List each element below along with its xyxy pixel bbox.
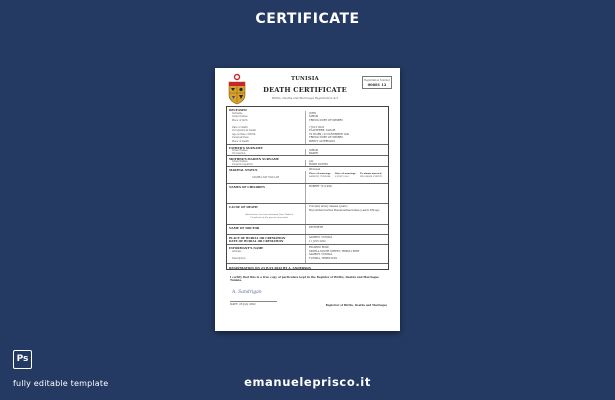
marriage-column-value: 8 JULY 1960	[335, 175, 349, 179]
field-label: Address	[232, 249, 242, 253]
tunisia-coat-of-arms-icon	[225, 73, 249, 105]
banner-title: CERTIFICATE	[255, 11, 360, 27]
field-label: Surname	[232, 111, 243, 115]
section-marital-status	[227, 166, 388, 183]
doctor-value: DR EMETH	[309, 226, 324, 229]
section-father	[227, 144, 388, 155]
field-label: Place of Death	[232, 139, 249, 143]
section-heading: NAME OF DOCTOR	[229, 225, 260, 230]
cause-value: Coronary artery disease (years)	[309, 205, 348, 208]
field-label: Usual Occupation	[232, 163, 253, 167]
section-heading: MARITAL STATUS	[229, 167, 258, 172]
section-heading: INFORMANT'S NAME	[229, 245, 264, 250]
informant-value: RICARDO ROSE	[309, 246, 329, 249]
field-value: 79 YEARS / 23 NOVEMBER 1941	[309, 132, 350, 136]
section-heading: DECEASED	[229, 107, 247, 112]
burial-place-value: SAMEDY, TUNISIA	[309, 236, 333, 239]
signature: A. Sandrigan	[232, 290, 262, 295]
field-label: Age at Date of Birth	[232, 132, 256, 136]
field-value: MERCY ALTERNANS	[309, 139, 335, 143]
field-label: Description	[232, 256, 246, 260]
registration-box	[362, 76, 392, 89]
section-death-details	[227, 124, 388, 144]
field-value: 7 JULY 2022	[309, 125, 325, 129]
section-heading: PLACE OF BURIAL OR CREMATION	[229, 235, 286, 240]
field-label: Given Names	[232, 115, 248, 119]
registration-label: Registration Number	[364, 78, 390, 82]
section-cause-of-death	[227, 203, 388, 224]
section-deceased	[227, 107, 388, 124]
section-heading: MOTHER'S MAIDEN SURNAME	[229, 156, 279, 161]
spouse-name: SAMIRA DAY MULLAH	[252, 176, 280, 179]
section-informant	[227, 244, 388, 263]
field-label: Usual address	[232, 136, 249, 140]
section-mother	[227, 155, 388, 166]
marriage-column-header: Date of marriage	[335, 171, 356, 175]
field-value: PLASTERER, TAILOR	[309, 129, 336, 133]
issue-date: DATE: 23 July 2022	[230, 303, 256, 306]
marital-status-value: Widowed	[309, 167, 321, 171]
section-heading: FATHER'S SURNAME	[229, 145, 263, 150]
section-registration	[227, 263, 388, 271]
marriage-column-header: Place of marriage	[309, 171, 331, 175]
field-value: JOHN	[309, 111, 317, 115]
section-heading: CAUSE OF DEATH	[229, 204, 258, 209]
informant-value: SAMEDY, TUNISIA	[309, 253, 333, 257]
certificate-page	[215, 68, 400, 331]
cause-value: Myocardial Scarred Pneumonitisectomise (years) 3/M ago	[309, 208, 380, 212]
field-value: TUNISIA, TRIPOLITAN	[309, 256, 338, 260]
certification-statement: I certify that this is a true copy of particulars kept in the Register of Births, Deaths and Marriages Tunisia.	[230, 275, 379, 283]
field-value: TRIPOLI PORT OF OBSERV.	[309, 118, 344, 122]
field-value: BAKER	[309, 152, 318, 156]
marriage-column-header: To whom married	[360, 171, 382, 175]
website-label: emanueleprisco.it	[244, 375, 371, 389]
section-heading: DATE OF BURIAL OR CREMATION	[229, 239, 284, 244]
doc-subtitle: Births, Deaths and Marriages Registration Act	[271, 96, 339, 100]
field-value: GIRGIS	[309, 149, 319, 152]
doc-title: DEATH CERTIFICATE	[263, 86, 347, 94]
field-value: GIRGIS	[309, 115, 319, 119]
burial-date-value: 11 JULY 2022	[309, 239, 326, 243]
section-children	[227, 183, 388, 203]
field-label: Occupation	[232, 152, 246, 156]
field-value: ALI	[309, 160, 314, 163]
photoshop-icon: Ps	[13, 350, 32, 369]
children-value: ROBERT 70 (1992)	[309, 185, 333, 188]
cause-note: Informations has been obtained from Medical Certificate of the person concerned	[244, 214, 294, 219]
marriage-column-value: WILLIAMS CURETI	[360, 175, 382, 179]
field-label: Given Names	[232, 160, 248, 163]
marriage-column-value: SAMEDY, TUNISIA	[309, 175, 331, 179]
editable-note: fully editable template	[13, 379, 109, 388]
field-label: Place of birth	[232, 118, 248, 122]
field-label: Date of death	[232, 125, 248, 129]
field-value: SPORLA SOUTH STREET, TRIPOLI PORT	[309, 249, 360, 253]
field-value: TRIPOLI PORT OF OBSERV.	[309, 136, 344, 140]
certificate-form	[226, 106, 389, 270]
registration-number: 00681 12	[367, 83, 387, 87]
doc-country: TUNISIA	[291, 76, 319, 82]
section-doctor	[227, 224, 388, 234]
field-label: Given Names	[232, 149, 248, 152]
field-value: HOME DUTIES	[309, 163, 328, 167]
section-heading: REGISTRATION ON 23 JULY 2022 BY A. ANDERSON	[229, 266, 312, 270]
signature-line	[230, 294, 277, 302]
section-heading: NAMES OF CHILDREN	[229, 184, 265, 189]
field-label: Occupation at Death	[232, 129, 257, 133]
registrar-title: Registrar of Births, Deaths and Marriages	[325, 304, 387, 307]
